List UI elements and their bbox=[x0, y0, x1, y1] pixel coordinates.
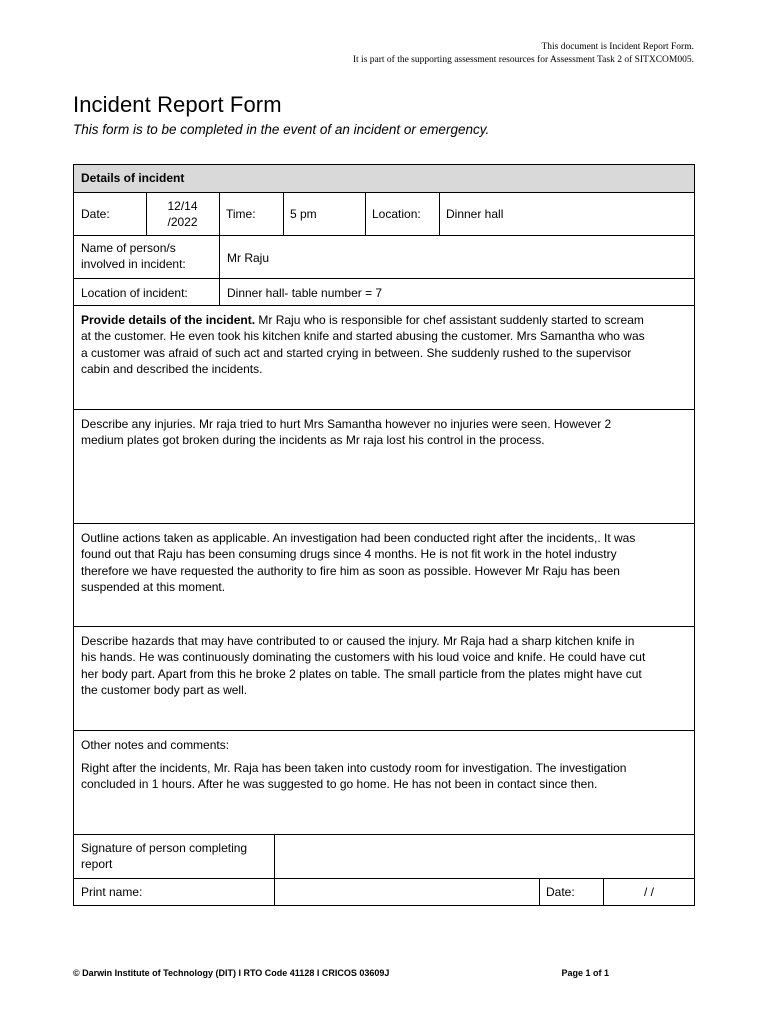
date-value-line-1: 12/14 bbox=[167, 199, 198, 213]
persons-label-line-2: involved in incident: bbox=[81, 257, 186, 272]
persons-label-line-1: Name of person/s bbox=[81, 241, 176, 255]
details-line-4: cabin and described the incidents. bbox=[81, 361, 263, 376]
section-header bbox=[74, 165, 694, 192]
injuries-line-1: Describe any injuries. Mr raja tried to hurt Mrs Samantha however no injuries were seen. However 2 bbox=[81, 417, 612, 431]
signature-label-line-1: Signature of person completing bbox=[81, 841, 248, 855]
time-value[interactable]: 5 pm bbox=[290, 207, 317, 221]
date-value[interactable] bbox=[146, 198, 219, 231]
actions-line-4: suspended at this moment. bbox=[81, 579, 226, 594]
signature-label-line-2: report bbox=[81, 857, 113, 872]
date-value-line-2: /2022 bbox=[167, 215, 198, 230]
hazards-line-1: Describe hazards that may have contributed to or caused the injury. Mr Raja had a sharp kitchen knife in bbox=[81, 634, 635, 648]
rule bbox=[365, 192, 366, 235]
rule bbox=[74, 305, 694, 306]
hazards-line-4: the customer body part as well. bbox=[81, 682, 248, 697]
details-heading: Provide details of the incident. bbox=[81, 313, 256, 327]
notes-description[interactable] bbox=[81, 760, 686, 793]
incident-form bbox=[73, 164, 695, 906]
notes-label: Other notes and comments: bbox=[81, 738, 230, 752]
footer-copyright: © Darwin Institute of Technology (DIT) I RTO Code 41128 I CRICOS 03609J bbox=[73, 968, 390, 978]
rule bbox=[74, 523, 694, 524]
time-label: Time: bbox=[226, 207, 256, 221]
sign-date-field[interactable]: / / bbox=[643, 885, 654, 899]
notes-line-1: Right after the incidents, Mr. Raja has been taken into custody room for investigation. The investigation bbox=[81, 761, 627, 775]
page-subtitle: This form is to be completed in the event of an incident or emergency. bbox=[73, 122, 490, 137]
location-label: Location: bbox=[372, 207, 421, 221]
persons-value[interactable]: Mr Raju bbox=[227, 251, 270, 265]
details-line-3: a customer was afraid of such act and started crying in between. She suddenly rushed to the supervisor bbox=[81, 345, 632, 360]
hazards-description[interactable] bbox=[81, 633, 686, 698]
rule bbox=[74, 409, 694, 410]
header-note bbox=[353, 41, 694, 67]
details-line-1-text: Mr Raju who is responsible for chef assistant suddenly started to scream bbox=[255, 313, 644, 327]
hazards-line-2: his hands. He was continuously dominating the customers with his loud voice and knife. He could have cut bbox=[81, 650, 646, 665]
rule bbox=[539, 878, 540, 906]
print-name-field[interactable] bbox=[275, 879, 538, 905]
incident-location-label: Location of incident: bbox=[81, 286, 188, 300]
header-note-line-2: It is part of the supporting assessment resources for Assessment Task 2 of SITXCOM005. bbox=[352, 55, 694, 65]
rule bbox=[439, 192, 440, 235]
actions-line-3: therefore we have requested the authority to fire him as soon as possible. However Mr Raju has been bbox=[81, 563, 620, 578]
date-label: Date: bbox=[81, 207, 110, 221]
signature-field[interactable] bbox=[275, 835, 694, 877]
persons-label bbox=[81, 240, 186, 273]
page-title: Incident Report Form bbox=[73, 92, 282, 117]
signature-label bbox=[81, 840, 247, 873]
injuries-description[interactable] bbox=[81, 416, 686, 449]
rule bbox=[219, 235, 220, 305]
rule bbox=[74, 626, 694, 627]
rule bbox=[74, 278, 694, 279]
header-note-line-1: This document is Incident Report Form. bbox=[541, 42, 694, 52]
details-line-1 bbox=[81, 312, 686, 328]
actions-description[interactable] bbox=[81, 530, 686, 595]
rule bbox=[74, 235, 694, 236]
notes-line-2: concluded in 1 hours. After he was suggested to go home. He has not been in contact since then. bbox=[81, 777, 598, 792]
incident-details[interactable] bbox=[81, 312, 686, 377]
actions-line-1: Outline actions taken as applicable. An investigation had been conducted right after the incidents,. It was bbox=[81, 531, 636, 545]
location-value[interactable]: Dinner hall bbox=[446, 207, 504, 221]
footer-page-number: Page 1 of 1 bbox=[561, 968, 609, 978]
rule bbox=[219, 192, 220, 235]
incident-location-value[interactable]: Dinner hall- table number = 7 bbox=[227, 286, 383, 300]
section-title: Details of incident bbox=[81, 171, 185, 185]
rule bbox=[283, 192, 284, 235]
injuries-line-2: medium plates got broken during the incidents as Mr raja lost his control in the process. bbox=[81, 433, 545, 448]
print-name-label: Print name: bbox=[81, 885, 143, 899]
hazards-line-3: her body part. Apart from this he broke 2 plates on table. The small particle from the plates might have cut bbox=[81, 666, 642, 681]
sign-date-label: Date: bbox=[546, 885, 575, 899]
details-line-2: at the customer. He even took his kitchen knife and started abusing the customer. Mrs Samantha who was bbox=[81, 329, 645, 344]
actions-line-2: found out that Raju has been consuming drugs since 4 months. He is not fit work in the hotel industry bbox=[81, 547, 617, 562]
rule bbox=[74, 192, 694, 193]
rule bbox=[74, 730, 694, 731]
